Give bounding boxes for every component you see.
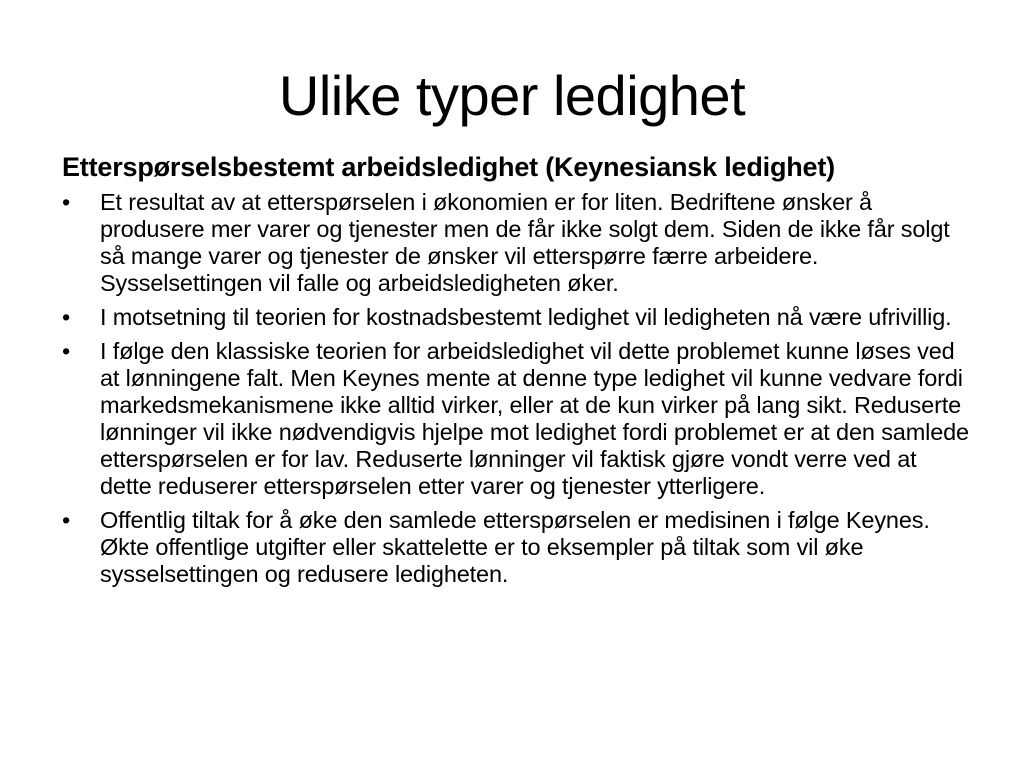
bullet-item <box>62 189 972 297</box>
bullet-list <box>62 189 972 588</box>
bullet-item <box>62 304 972 331</box>
bullet-text: Et resultat av at etterspørselen i økonomien er for liten. Bedriftene ønsker å produsere mer varer og tjenester men de får ikke solgt dem. Siden de ikke får solgt så mange varer og tjenester de ønsker vil etterspørre færre arbeidere. Sysselsettingen vil falle og arbeidsledigheten øker. <box>100 189 950 296</box>
bullet-item <box>62 338 972 500</box>
bullet-marker: • <box>62 338 71 364</box>
bullet-text: Offentlig tiltak for å øke den samlede etterspørselen er medisinen i følge Keynes. Økte offentlige utgifter eller skattelette er to eksempler på tiltak som vil øke sysselsettingen og redusere ledigheten. <box>100 507 930 587</box>
slide-content <box>62 153 972 595</box>
bullet-marker: • <box>62 189 71 215</box>
bullet-text: I følge den klassiske teorien for arbeidsledighet vil dette problemet kunne løses ved at lønningene falt. Men Keynes mente at denne type ledighet vil kunne vedvare fordi markedsmekanismene ikke alltid virker, eller at de kun virker på lang sikt. Reduserte lønninger vil ikke nødvendigvis hjelpe mot ledighet fordi problemet er at den samlede etterspørselen er for lav. Reduserte lønninger vil faktisk gjøre vondt verre ved at dette reduserer etterspørselen etter varer og tjenester ytterligere. <box>100 338 969 499</box>
section-heading: Etterspørselsbestemt arbeidsledighet (Keynesiansk ledighet) <box>62 152 835 182</box>
bullet-item <box>62 507 972 588</box>
bullet-marker: • <box>62 304 71 330</box>
bullet-marker: • <box>62 507 71 533</box>
slide-title: Ulike typer ledighet <box>278 64 746 127</box>
bullet-text: I motsetning til teorien for kostnadsbestemt ledighet vil ledigheten nå være ufrivillig. <box>100 304 952 330</box>
